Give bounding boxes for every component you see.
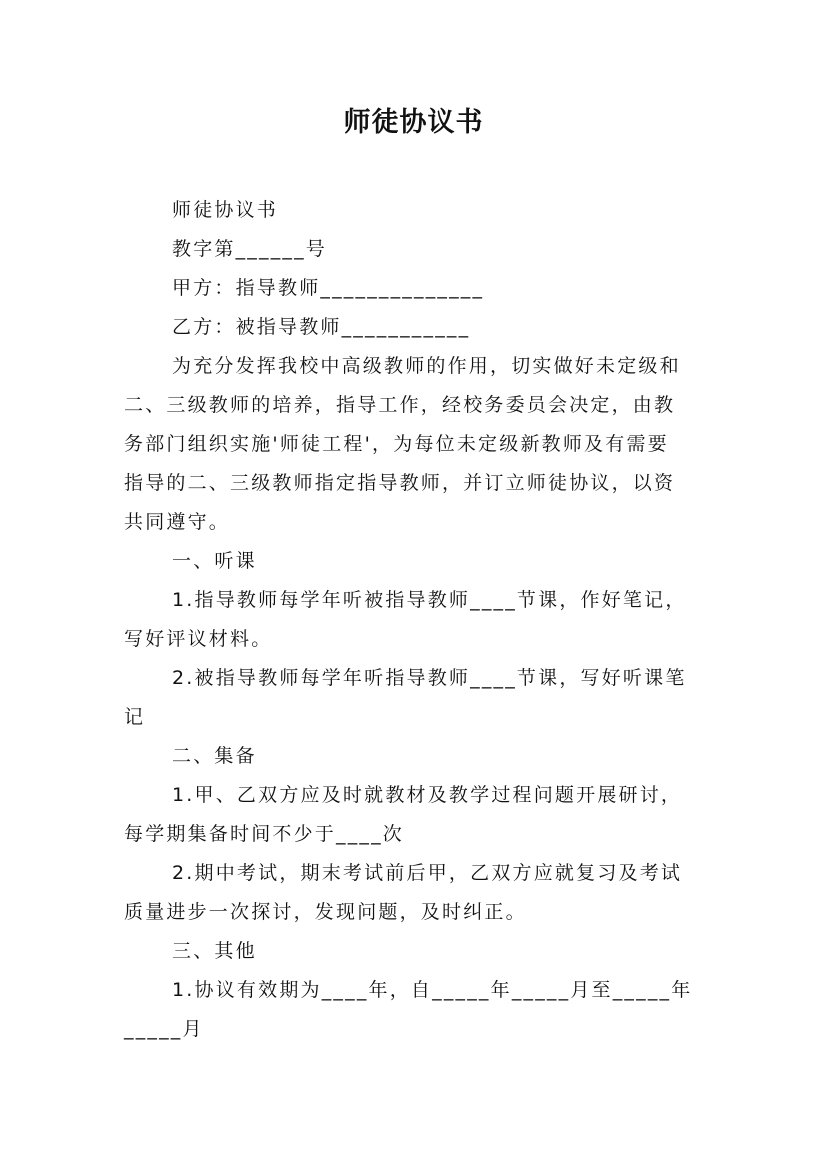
- preparation-item-1-line-1: 1.甲、乙双方应及时就教材及教学过程问题开展研讨，: [172, 784, 683, 806]
- section-heading-listening: 一、听课: [172, 550, 257, 572]
- section-heading-other: 三、其他: [172, 940, 257, 962]
- subtitle-line: 师徒协议书: [172, 199, 279, 221]
- intro-line-2: 二、三级教师的培养，指导工作，经校务委员会决定，由教: [124, 394, 676, 416]
- party-b-line: 乙方：被指导教师___________: [172, 316, 471, 338]
- other-item-1-line-2: _____月: [124, 1018, 204, 1040]
- listening-item-2-line-2: 记: [124, 706, 146, 728]
- section-heading-preparation: 二、集备: [172, 745, 257, 767]
- preparation-item-2-line-1: 2.期中考试，期末考试前后甲，乙双方应就复习及考试: [172, 862, 683, 884]
- number-line: 教字第______号: [172, 238, 328, 260]
- intro-line-1: 为充分发挥我校中高级教师的作用，切实做好未定级和: [172, 355, 681, 377]
- intro-line-5: 共同遵守。: [124, 511, 231, 533]
- other-item-1-line-1: 1.协议有效期为____年，自_____年_____月至_____年: [172, 979, 693, 1001]
- preparation-item-1-line-2: 每学期集备时间不少于____次: [124, 823, 405, 845]
- document-body: [124, 191, 709, 1049]
- listening-item-1-line-2: 写好评议材料。: [124, 628, 273, 650]
- document-title: 师徒协议书: [343, 107, 484, 138]
- preparation-item-2-line-2: 质量进步一次探讨，发现问题，及时纠正。: [124, 901, 527, 923]
- intro-line-3: 务部门组织实施'师徒工程'，为每位未定级新教师及有需要: [124, 433, 669, 455]
- party-a-line: 甲方：指导教师______________: [172, 277, 485, 299]
- intro-line-4: 指导的二、三级教师指定指导教师，并订立师徒协议，以资: [124, 472, 676, 494]
- listening-item-2-line-1: 2.被指导教师每学年听指导教师____节课，写好听课笔: [172, 667, 687, 689]
- listening-item-1-line-1: 1.指导教师每学年听被指导教师____节课，作好笔记，: [172, 589, 687, 611]
